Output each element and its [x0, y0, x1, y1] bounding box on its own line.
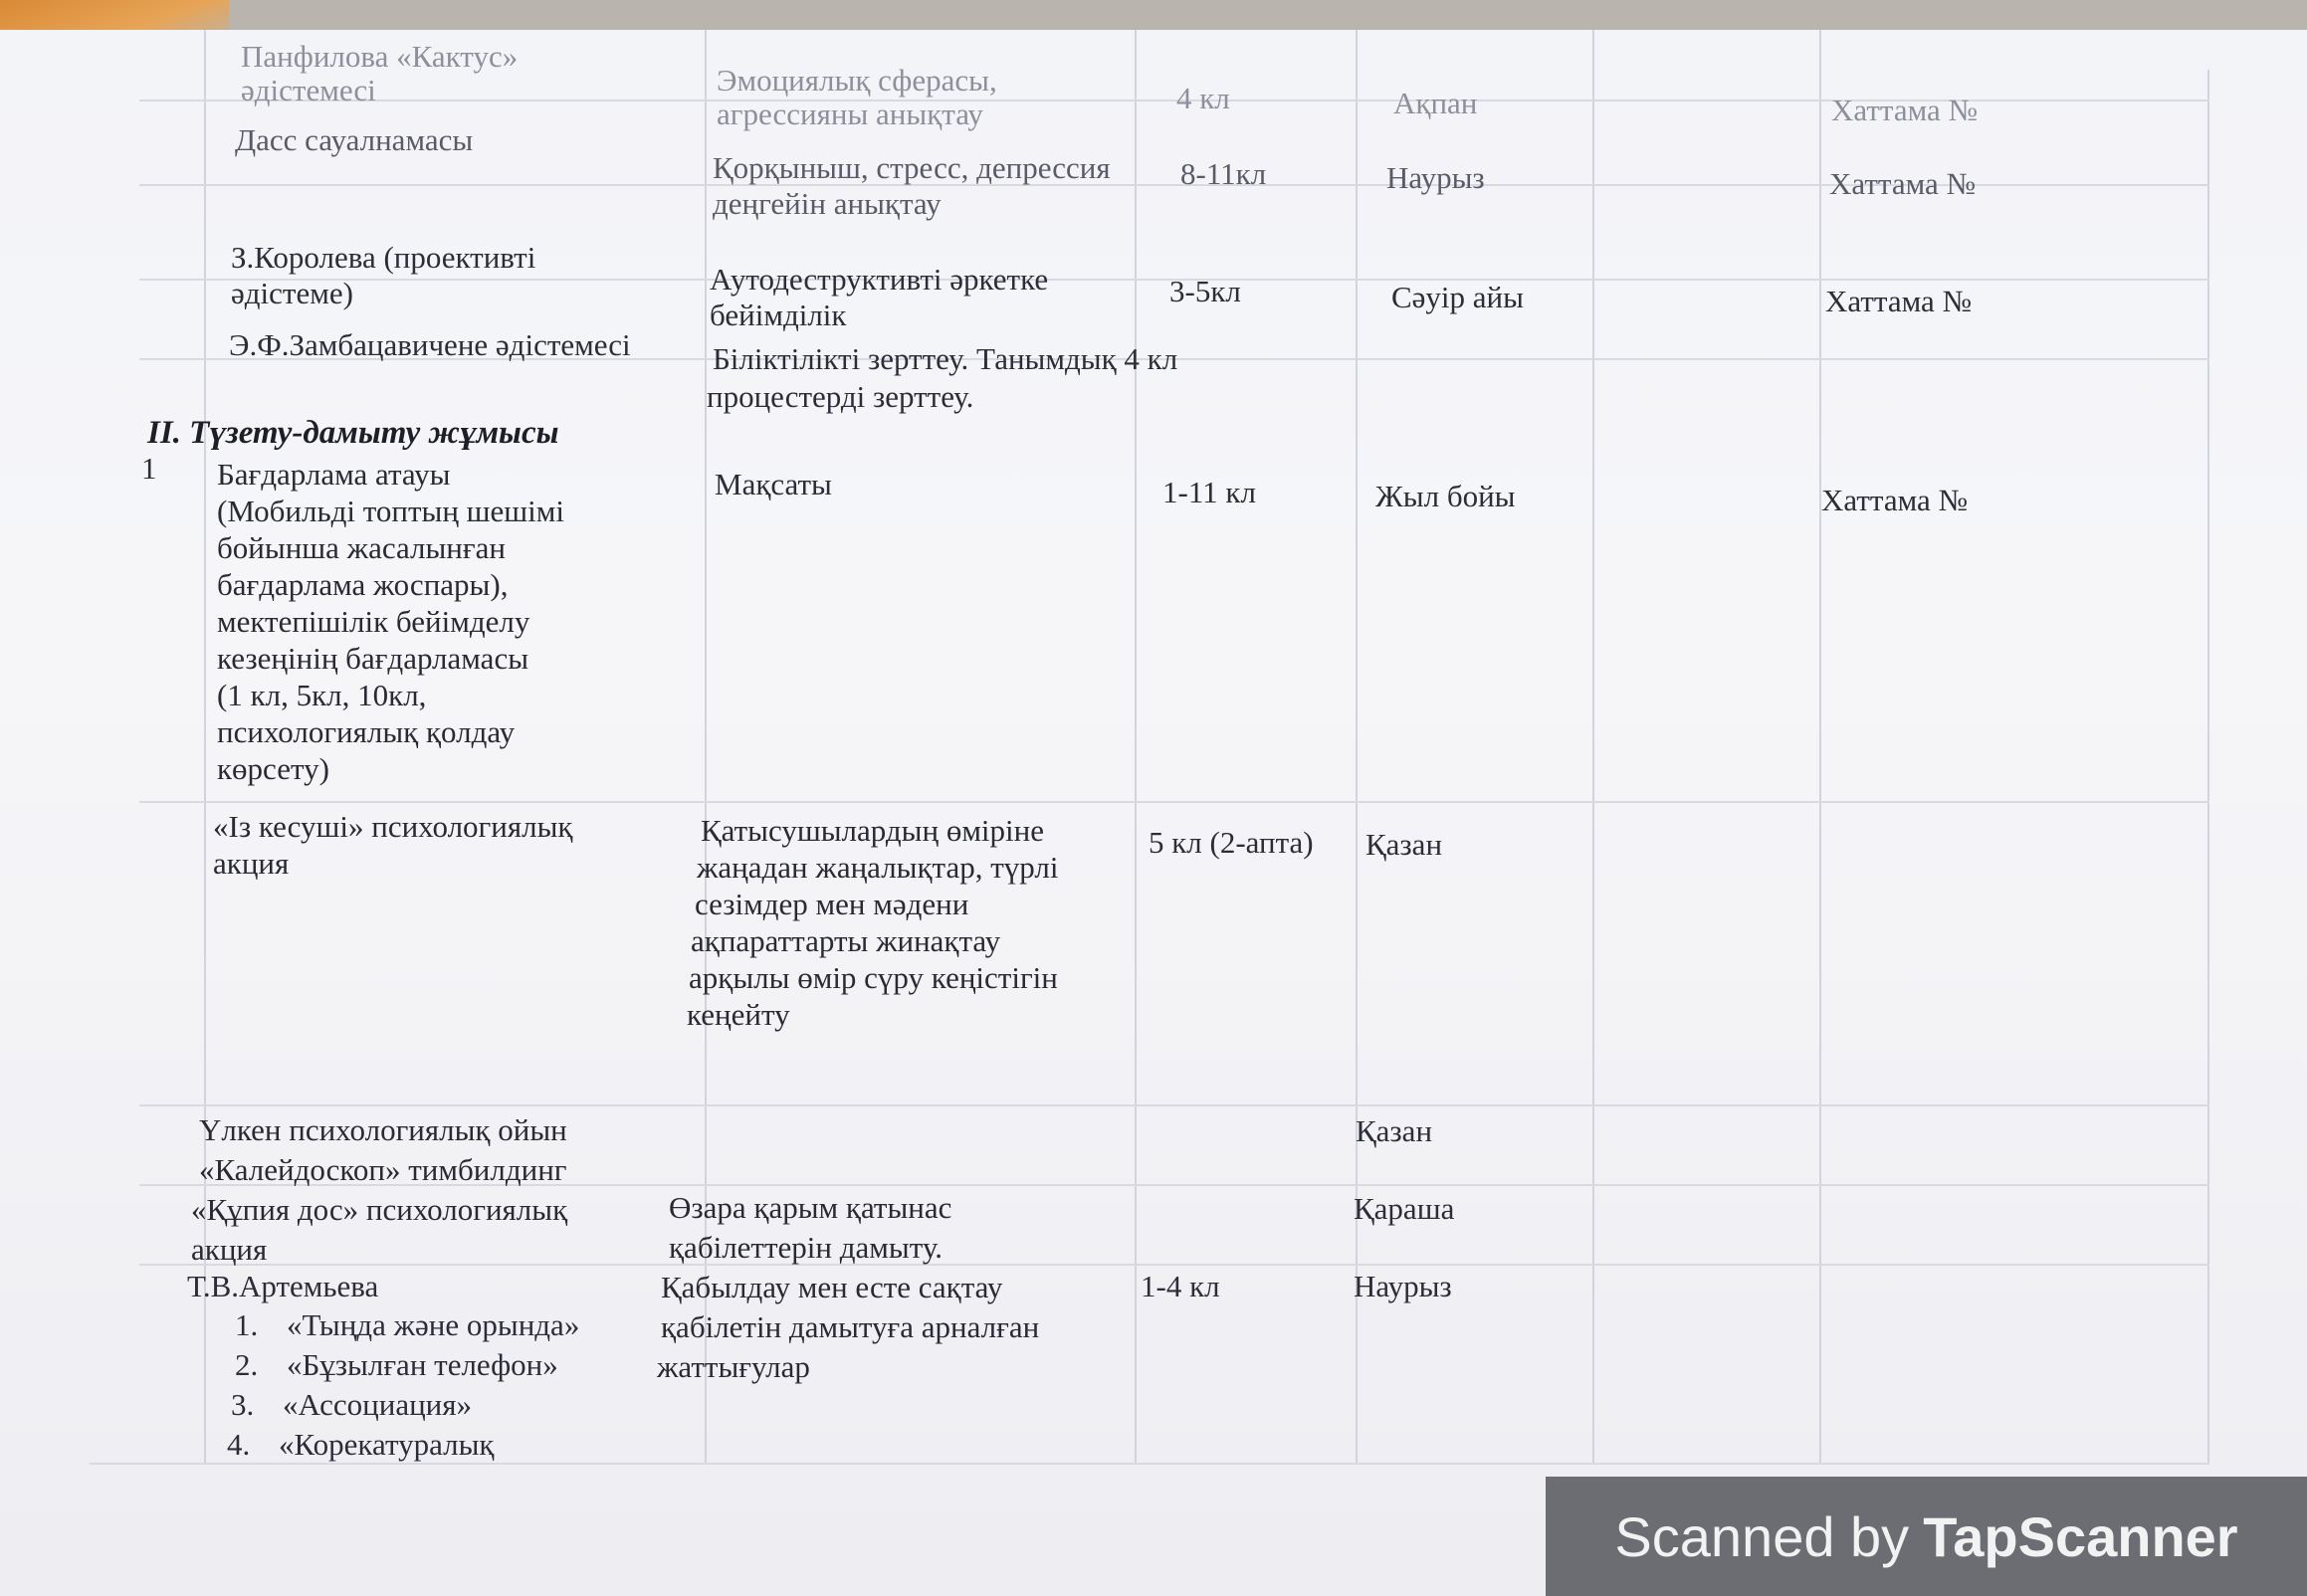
row6-name-line: акция: [213, 846, 290, 881]
scanner-watermark: [1546, 1477, 2307, 1596]
row5-name-line: мектепішілік бейімделу: [217, 604, 530, 639]
table-border: [1356, 30, 1358, 1463]
row6-grade: 5 кл (2-апта): [1149, 825, 1314, 860]
row4-purpose-line1: Біліктілікті зерттеу. Танымдық 4 кл: [713, 341, 1178, 376]
row8-month: Қараша: [1354, 1191, 1455, 1226]
exercise-item: 1. «Тыңда және орында»: [235, 1307, 580, 1342]
exercise-item: 3. «Ассоциация»: [231, 1387, 473, 1422]
row5-month: Жыл бойы: [1375, 479, 1516, 513]
row2-report: Хаттама №: [1829, 166, 1977, 201]
row6-name-line: «Із кесуші» психологиялық: [213, 809, 573, 844]
row2-month: Наурыз: [1386, 160, 1485, 195]
row5-name-line: (Мобильді топтың шешімі: [217, 494, 565, 528]
row5-name-line: психологиялық қолдау: [217, 714, 516, 749]
row4-purpose-line2: процестерді зерттеу.: [707, 379, 974, 414]
row1-report: Хаттама №: [1831, 93, 1979, 127]
row3-method-line2: әдістеме): [231, 276, 353, 310]
row3-method-line1: З.Королева (проективті: [231, 240, 536, 275]
row9-month: Наурыз: [1354, 1269, 1452, 1303]
row6-purpose-line: Қатысушылардың өміріне: [701, 813, 1045, 848]
row8-name-line: акция: [191, 1232, 268, 1267]
row2-purpose-line1: Қорқыныш, стресс, депрессия: [713, 150, 1111, 185]
exercise-item: 2. «Бұзылған телефон»: [235, 1347, 558, 1382]
row5-name-line: Бағдарлама атауы: [217, 457, 451, 492]
row6-purpose-line: кеңейту: [687, 997, 790, 1032]
row9-purpose-line: жаттығулар: [657, 1349, 810, 1384]
row5-name-line: бағдарлама жоспары),: [217, 567, 509, 602]
row6-purpose-line: сезімдер мен мәдени: [695, 887, 969, 921]
row6-purpose: [687, 812, 1059, 1033]
row5-program-name: [217, 456, 564, 787]
row6-purpose-line: ақпараттарты жинақтау: [691, 923, 1001, 958]
table-border: [1819, 30, 1821, 1463]
row5-number: 1: [141, 451, 157, 486]
row3-purpose-line2: бейімділік: [710, 298, 847, 332]
row3-month: Сәуір айы: [1391, 280, 1524, 314]
row8-name: [191, 1190, 567, 1270]
row1-grade: 4 кл: [1176, 81, 1230, 115]
row5-grade: 1-11 кл: [1162, 475, 1256, 509]
row7-month: Қазан: [1356, 1113, 1433, 1148]
row2-grade: 8-11кл: [1180, 156, 1267, 191]
row6-name: [213, 808, 572, 882]
row1-month: Ақпан: [1393, 86, 1478, 120]
row5-name-line: (1 кл, 5кл, 10кл,: [217, 678, 427, 712]
row5-name-line: кезеңінің бағдарламасы: [217, 641, 529, 676]
row3-report: Хаттама №: [1825, 284, 1973, 318]
row9-purpose-line: қабілетін дамытуға арналған: [661, 1309, 1040, 1344]
row9-purpose: [657, 1268, 1040, 1387]
document-page: [0, 30, 2307, 1596]
row6-purpose-line: арқылы өмір сүру кеңістігін: [689, 960, 1058, 995]
row5-purpose: Мақсаты: [715, 467, 832, 501]
row7-name-line: «Калейдоскоп» тимбилдинг: [199, 1152, 567, 1187]
row5-report: Хаттама №: [1821, 483, 1969, 517]
row1-method: Панфилова «Кактус» әдістемесі: [241, 39, 519, 107]
table-border: [1135, 30, 1137, 1463]
row3-purpose-line1: Аутодеструктивті әркетке: [710, 262, 1049, 297]
row1-purpose: Эмоциялық сферасы, агрессияны анықтау: [717, 63, 997, 131]
watermark-prefix: Scanned by: [1614, 1504, 1910, 1568]
row2-purpose-line2: деңгейін анықтау: [713, 186, 942, 221]
row3-grade: 3-5кл: [1169, 274, 1241, 308]
row5-name-line: көрсету): [217, 751, 329, 786]
table-border: [1592, 30, 1594, 1463]
row8-name-line: «Құпия дос» психологиялық: [191, 1192, 568, 1227]
row8-purpose: [669, 1188, 951, 1268]
row6-month: Қазан: [1365, 827, 1443, 862]
row4-method: Э.Ф.Замбацавичене әдістемесі: [229, 327, 631, 362]
row7-name-line: Үлкен психологиялық ойын: [199, 1112, 567, 1147]
row9-method: Т.В.Артемьева: [187, 1269, 379, 1303]
section-heading: ІІ. Түзету-дамыту жұмысы: [147, 415, 559, 451]
row9-grade: 1-4 кл: [1141, 1269, 1220, 1303]
exercise-item: 4. «Корекатуралық: [227, 1427, 495, 1462]
row8-purpose-line: Өзара қарым қатынас: [669, 1190, 952, 1225]
exercise-list: [227, 1305, 580, 1465]
watermark-brand: TapScanner: [1923, 1504, 2238, 1568]
row8-purpose-line: қабілеттерін дамыту.: [669, 1230, 944, 1265]
row5-name-line: бойынша жасалынған: [217, 530, 506, 565]
row7-name: [199, 1110, 567, 1190]
row6-purpose-line: жаңадан жаңалықтар, түрлі: [697, 850, 1059, 885]
table-border: [139, 801, 2209, 803]
row2-method: Дасс сауалнамасы: [235, 122, 474, 157]
row9-purpose-line: Қабылдау мен есте сақтау: [661, 1270, 1003, 1304]
table-border: [139, 1104, 2209, 1106]
